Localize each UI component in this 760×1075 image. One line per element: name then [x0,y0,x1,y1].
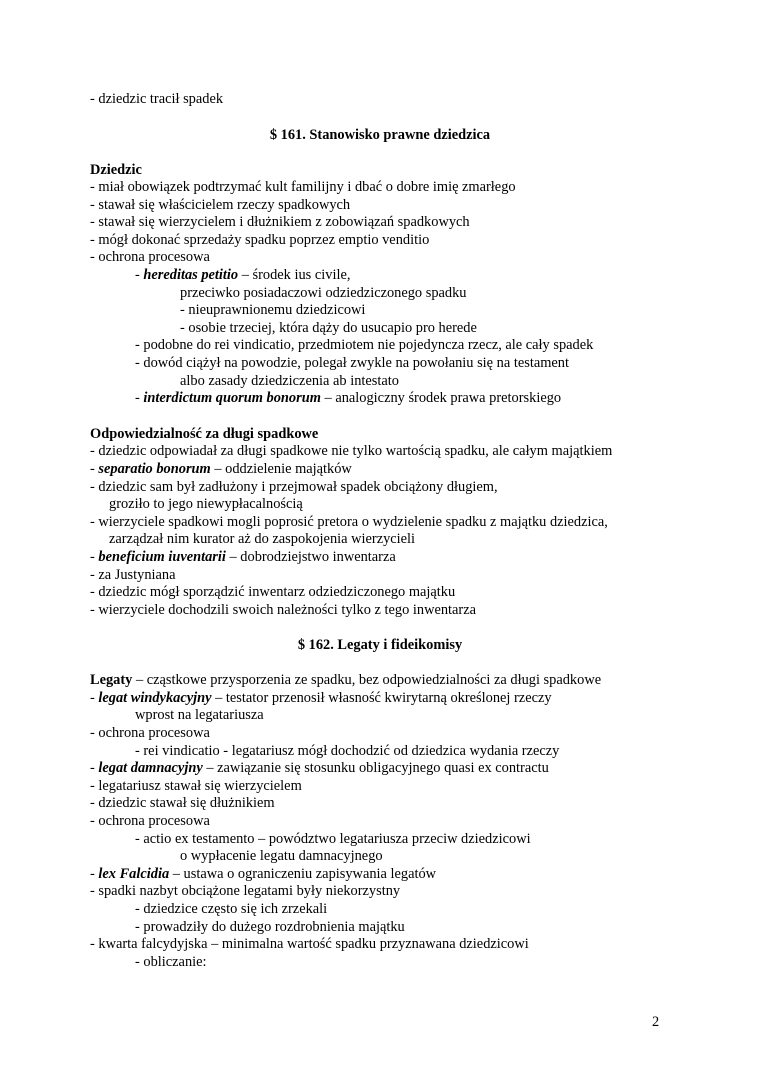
text-line: - stawał się wierzycielem i dłużnikiem z zobowiązań spadkowych [90,214,470,230]
beneficium-line: - beneficium iuventarii – dobrodziejstwo inwentarza [90,549,396,565]
separatio-line: - separatio bonorum – oddzielenie majątków [90,461,352,477]
text-line: - ochrona procesowa [90,725,210,741]
text-line: - legatariusz stawał się wierzycielem [90,778,302,794]
hereditas-petitio-line: - hereditas petitio – środek ius civile, [135,267,351,283]
text-line: - kwarta falcydyjska – minimalna wartość spadku przyznawana dziedzicowi [90,936,529,952]
term-beneficium-iuventarii: beneficium iuventarii [98,549,226,565]
intro-line: - dziedzic tracił spadek [90,91,224,107]
text-line: - osobie trzeciej, która dąży do usucapio pro herede [180,320,477,336]
term-interdictum-quorum-bonorum: interdictum quorum bonorum [143,390,321,406]
text-line: przeciwko posiadaczowi odziedziczonego spadku [180,285,467,301]
term-legat-damnacyjny: legat damnacyjny [98,760,203,776]
legat-damnacyjny-line: - legat damnacyjny – zawiązanie się stosunku obligacyjnego quasi ex contractu [90,760,549,776]
text-line: - nieuprawnionemu dziedzicowi [180,302,366,318]
text-line: wprost na legatariusza [135,707,264,723]
text-line: - obliczanie: [135,954,207,970]
text-line: - ochrona procesowa [90,813,210,829]
term-legat-windykacyjny: legat windykacyjny [98,690,212,706]
text-line: - stawał się właścicielem rzeczy spadkowych [90,197,351,213]
text-line: - za Justyniana [90,567,176,583]
text-line: - wierzyciele spadkowi mogli poprosić pretora o wydzielenie spadku z majątku dziedzica, [90,514,608,530]
term-separatio-bonorum: separatio bonorum [98,461,211,477]
text-line: zarządzał nim kurator aż do zaspokojenia wierzycieli [109,531,416,547]
text-line: - dziedzic odpowiadał za długi spadkowe nie tylko wartością spadku, ale całym majątkiem [90,443,613,459]
text-line: - dowód ciążył na powodzie, polegał zwykle na powołaniu się na testament [135,355,569,371]
term-lex-falcidia: lex Falcidia [98,866,170,882]
text-line: - dziedzic stawał się dłużnikiem [90,795,275,811]
text-line: - dziedzic mógł sporządzić inwentarz odziedziczonego majątku [90,584,456,600]
text-line: - ochrona procesowa [90,249,210,265]
text-line: - wierzyciele dochodzili swoich należności tylko z tego inwentarza [90,602,476,618]
text-line: - dziedzic sam był zadłużony i przejmował spadek obciążony długiem, [90,479,498,495]
section-161-title: $ 161. Stanowisko prawne dziedzica [269,127,491,143]
text-line: albo zasady dziedziczenia ab intestato [180,373,399,389]
legaty-definition-line: Legaty – cząstkowe przysporzenia ze spadku, bez odpowiedzialności za długi spadkowe [90,672,602,688]
page-number: 2 [652,1014,660,1030]
liability-heading: Odpowiedzialność za długi spadkowe [90,426,319,442]
heir-subheading: Dziedzic [90,162,142,178]
text-line: - prowadziły do dużego rozdrobnienia majątku [135,919,405,935]
interdictum-line: - interdictum quorum bonorum – analogiczny środek prawa pretorskiego [135,390,562,406]
text-line: - spadki nazbyt obciążone legatami były niekorzystny [90,883,401,899]
text-line: - actio ex testamento – powództwo legatariusza przeciw dziedzicowi [135,831,531,847]
section-162-title: $ 162. Legaty i fideikomisy [297,637,463,653]
text-line: - mógł dokonać sprzedaży spadku poprzez emptio venditio [90,232,430,248]
lex-falcidia-line: - lex Falcidia – ustawa o ograniczeniu zapisywania legatów [90,866,437,882]
legat-windykacyjny-line: - legat windykacyjny – testator przenosił własność kwirytarną określonej rzeczy [90,690,552,706]
text-line: o wypłacenie legatu damnacyjnego [180,848,383,864]
text-line: groziło to jego niewypłacalnością [109,496,303,512]
text-line: - rei vindicatio - legatariusz mógł dochodzić od dziedzica wydania rzeczy [135,743,560,759]
term-hereditas-petitio: hereditas petitio [143,267,239,283]
text-line: - dziedzice często się ich zrzekali [135,901,328,917]
text-line: - miał obowiązek podtrzymać kult familijny i dbać o dobre imię zmarłego [90,179,516,195]
term-legaty: Legaty [90,672,133,688]
text-line: - podobne do rei vindicatio, przedmiotem nie pojedyncza rzecz, ale cały spadek [135,337,594,353]
